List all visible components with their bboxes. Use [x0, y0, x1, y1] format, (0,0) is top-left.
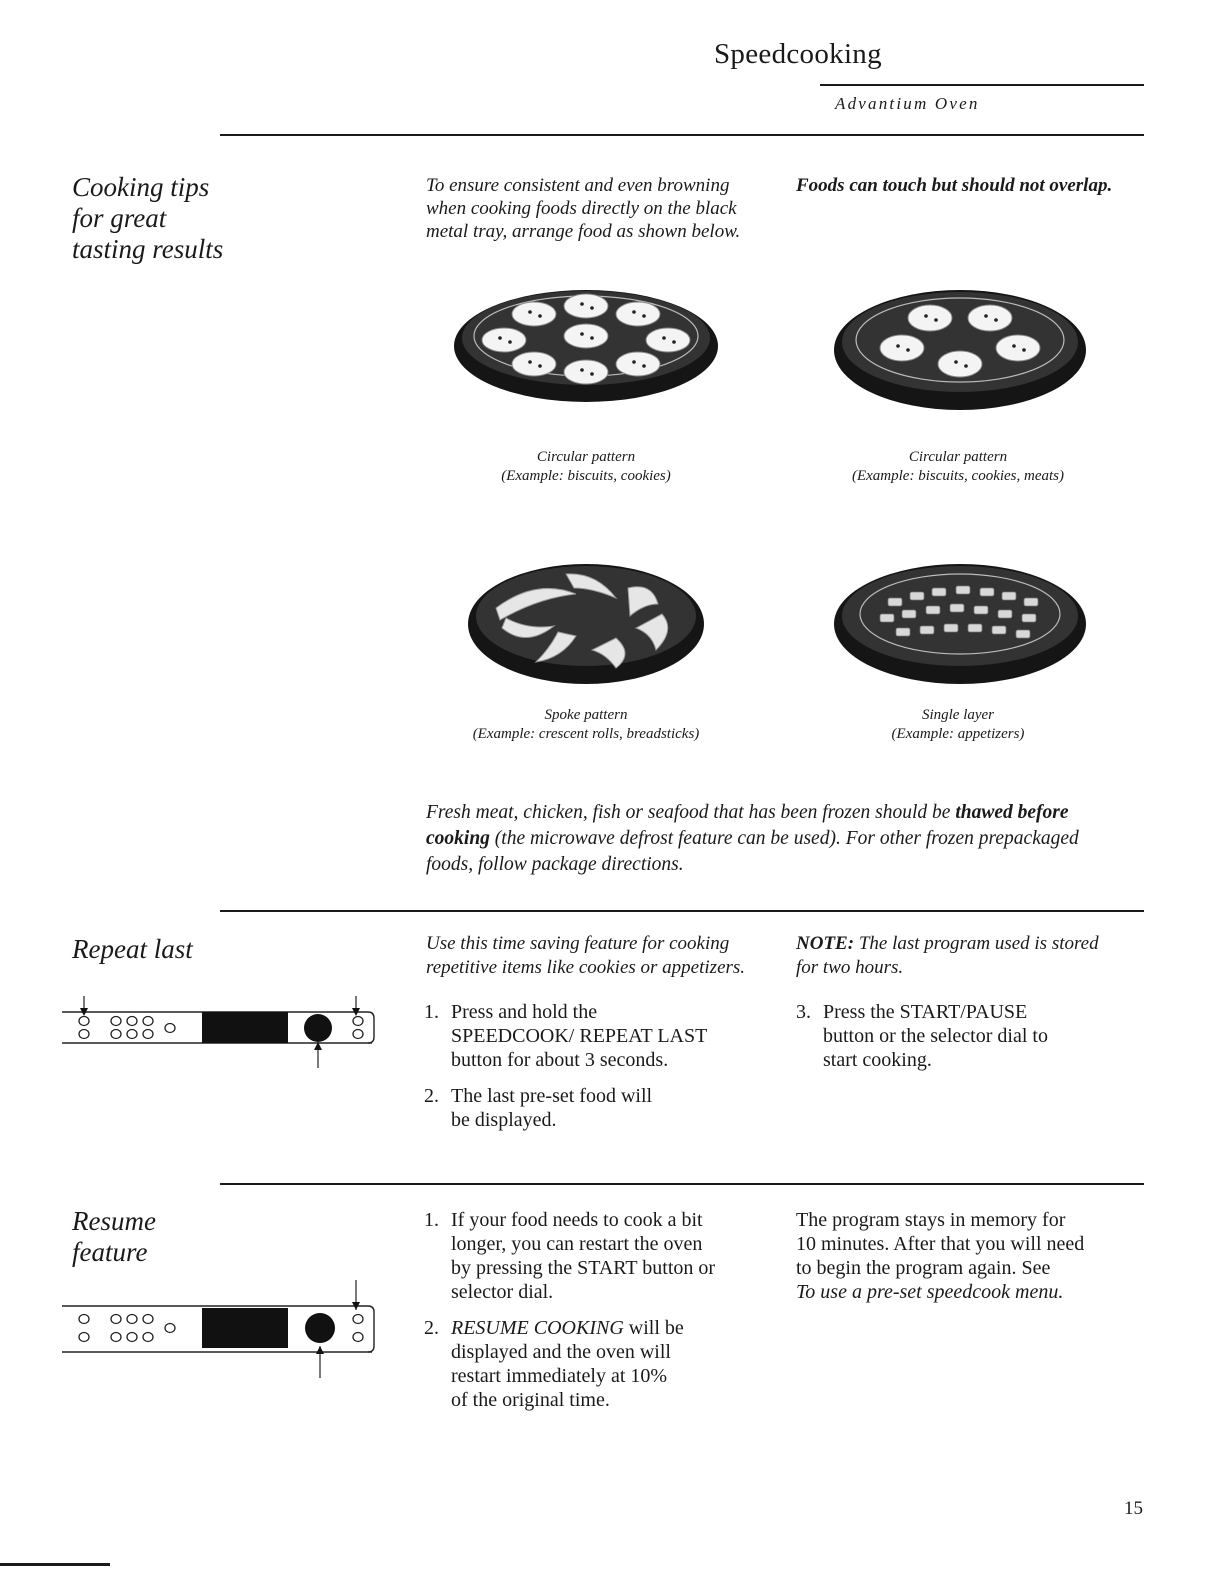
- frozen-foods-note: [426, 800, 1126, 878]
- caption-title: Spoke pattern: [544, 707, 628, 723]
- control-panel-repeat-last-illustration: [62, 996, 380, 1068]
- step-line: SPEEDCOOK/ REPEAT LAST: [451, 1025, 708, 1047]
- section-rule-resume: [220, 1183, 1144, 1185]
- step-line: will be: [623, 1317, 684, 1339]
- caption-pattern-1: [452, 448, 720, 486]
- heading-line: tasting results: [72, 234, 224, 264]
- header-rule: [820, 84, 1144, 86]
- step-line: of the original time.: [451, 1389, 610, 1411]
- resume-feature-heading: [72, 1206, 156, 1268]
- step-line: Press the START/PAUSE: [823, 1001, 1028, 1023]
- heading-line: for great: [72, 203, 167, 233]
- caption-example: (Example: crescent rolls, breadsticks): [472, 726, 700, 742]
- caption-example: (Example: biscuits, cookies, meats): [851, 468, 1065, 484]
- caption-example: (Example: biscuits, cookies): [501, 468, 671, 484]
- step-number: 1.: [424, 1209, 439, 1231]
- intro-line: when cooking foods directly on the black: [426, 198, 737, 219]
- caption-title: Single layer: [921, 707, 995, 723]
- step-line: restart immediately at 10%: [451, 1365, 668, 1387]
- memory-line: 10 minutes. After that you will need: [796, 1233, 1085, 1255]
- intro-line: Use this time saving feature for cooking: [426, 933, 730, 954]
- step-line: be displayed.: [451, 1109, 557, 1131]
- step-line: button or the selector dial to: [823, 1025, 1048, 1047]
- step-number: 1.: [424, 1001, 439, 1023]
- caption-example: (Example: appetizers): [891, 726, 1025, 742]
- caption-title: Circular pattern: [536, 449, 636, 465]
- step-line: Press and hold the: [451, 1001, 598, 1023]
- resume-cooking-label: RESUME COOKING: [451, 1317, 624, 1339]
- tray-circular-cookies-illustration: [452, 284, 720, 414]
- page-title: Speedcooking: [714, 38, 882, 70]
- note-line: The last program used is stored: [854, 933, 1099, 954]
- overlap-note: Foods can touch but should not overlap.: [796, 175, 1113, 196]
- note-line: for two hours.: [796, 957, 904, 978]
- memory-line: to begin the program again. See: [796, 1257, 1051, 1279]
- memory-line: The program stays in memory for: [796, 1209, 1066, 1231]
- control-panel-resume-illustration: [62, 1280, 380, 1378]
- frozen-note-bold: thawed before cooking: [426, 802, 1069, 849]
- step-number: 2.: [424, 1085, 439, 1107]
- scan-edge-mark: [0, 1563, 110, 1566]
- caption-title: Circular pattern: [908, 449, 1008, 465]
- note-label: NOTE:: [796, 933, 855, 954]
- section-rule-repeat-last: [220, 910, 1144, 912]
- repeat-last-note: [796, 932, 1099, 980]
- caption-pattern-2: [830, 448, 1086, 486]
- step-line: longer, you can restart the oven: [451, 1233, 703, 1255]
- tray-single-layer-illustration: [832, 558, 1088, 694]
- heading-line: Cooking tips: [72, 172, 210, 202]
- frozen-note-text: (the microwave defrost feature can be used). For other frozen prepackaged foods, follow package directions.: [426, 828, 1079, 875]
- heading-line: Resume: [72, 1206, 156, 1236]
- step-line: selector dial.: [451, 1281, 554, 1303]
- step-line: by pressing the START button or: [451, 1257, 716, 1279]
- step-line: The last pre-set food will: [451, 1085, 653, 1107]
- section-rule-cooking-tips: [220, 134, 1144, 136]
- step-number: 2.: [424, 1317, 439, 1339]
- cooking-tips-intro: [426, 174, 786, 243]
- step-line: displayed and the oven will: [451, 1341, 671, 1363]
- heading-line: feature: [72, 1237, 148, 1267]
- cooking-tips-heading: [72, 172, 223, 265]
- intro-line: repetitive items like cookies or appetizers.: [426, 957, 746, 978]
- tray-circular-biscuits-illustration: [832, 284, 1088, 420]
- caption-pattern-3: [446, 706, 726, 744]
- memory-reference: To use a pre-set speedcook menu.: [796, 1281, 1064, 1303]
- repeat-last-heading: Repeat last: [72, 934, 193, 964]
- step-line: If your food needs to cook a bit: [451, 1209, 703, 1231]
- step-number: 3.: [796, 1001, 811, 1023]
- page-subtitle: Advantium Oven: [835, 94, 980, 113]
- page-number: 15: [1124, 1498, 1143, 1519]
- tray-spoke-pattern-illustration: [466, 558, 706, 694]
- caption-pattern-4: [830, 706, 1086, 744]
- intro-line: To ensure consistent and even browning: [426, 175, 730, 196]
- step-line: start cooking.: [823, 1049, 932, 1071]
- repeat-last-intro: [426, 932, 745, 980]
- intro-line: metal tray, arrange food as shown below.: [426, 221, 741, 242]
- frozen-note-text: Fresh meat, chicken, fish or seafood that has been frozen should be: [426, 802, 956, 823]
- resume-memory-info: [796, 1208, 1146, 1304]
- step-line: button for about 3 seconds.: [451, 1049, 669, 1071]
